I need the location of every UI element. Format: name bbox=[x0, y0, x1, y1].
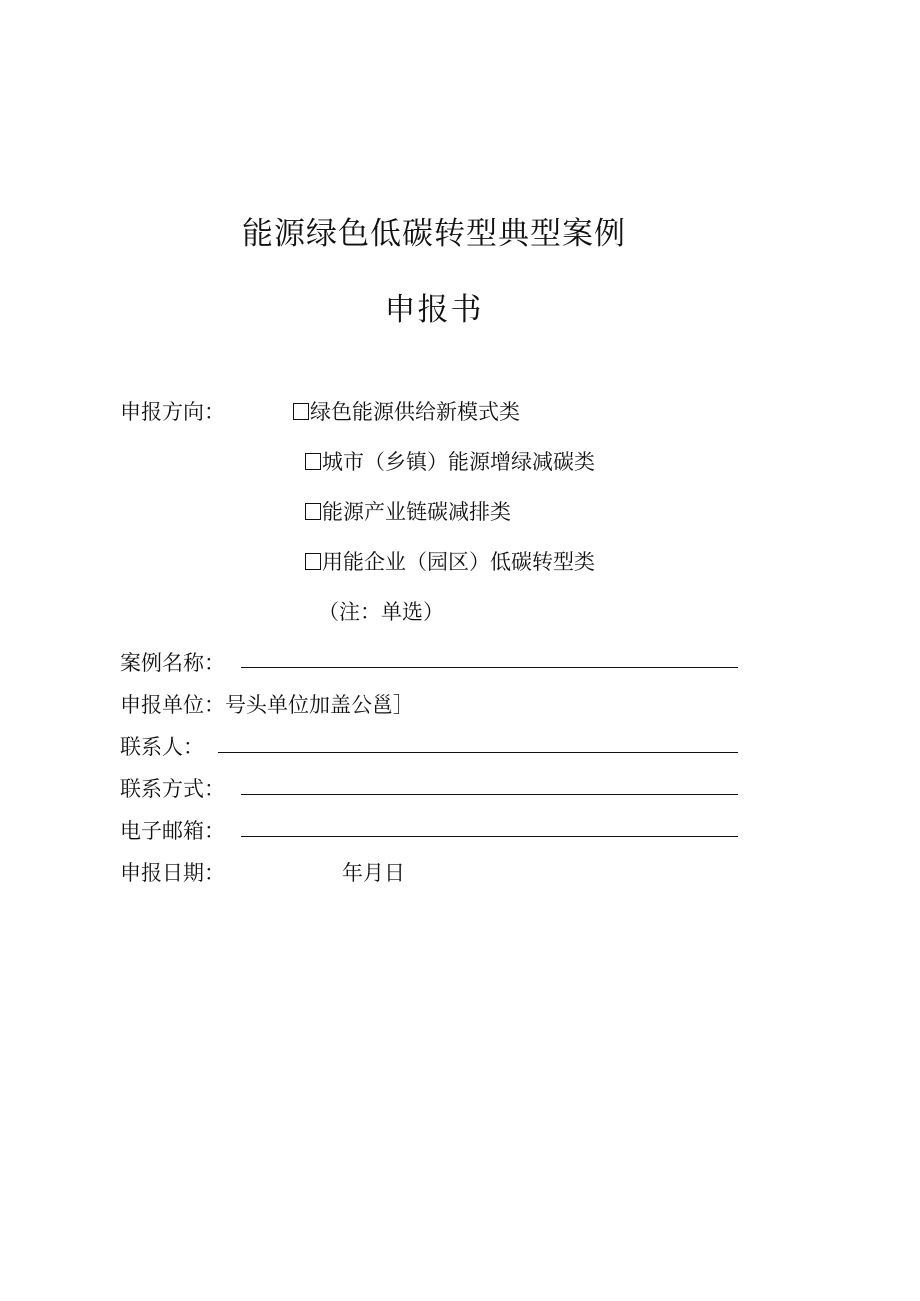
direction-label: 申报方向： bbox=[120, 400, 225, 424]
direction-option-enterprise-park[interactable] bbox=[305, 546, 595, 576]
direction-option-industry-chain[interactable] bbox=[305, 496, 511, 526]
checkbox-icon[interactable] bbox=[305, 453, 321, 470]
checkbox-icon[interactable] bbox=[305, 503, 321, 520]
applicant-unit-label: 申报单位： bbox=[120, 693, 225, 717]
contact-person-label: 联系人： bbox=[120, 735, 204, 759]
contact-person-input-line[interactable] bbox=[218, 752, 738, 753]
document-title: 能源绿色低碳转型典型案例 bbox=[242, 216, 626, 252]
checkbox-icon[interactable] bbox=[305, 553, 321, 570]
applicant-unit-row bbox=[120, 689, 414, 719]
direction-option-label: 绿色能源供给新模式类 bbox=[310, 400, 520, 424]
case-name-input-line[interactable] bbox=[241, 667, 738, 668]
direction-option-urban-energy[interactable] bbox=[305, 446, 595, 476]
application-date-label: 申报日期： bbox=[120, 861, 225, 885]
case-name-label: 案例名称： bbox=[120, 651, 225, 675]
email-label: 电子邮箱： bbox=[120, 819, 225, 843]
checkbox-icon[interactable] bbox=[293, 403, 309, 420]
direction-option-green-supply[interactable] bbox=[293, 396, 520, 426]
direction-option-label: 用能企业（园区）低碳转型类 bbox=[322, 550, 595, 574]
application-date-value[interactable]: 年月日 bbox=[342, 861, 405, 885]
contact-method-input-line[interactable] bbox=[241, 794, 738, 795]
single-choice-note: （注：单选） bbox=[318, 600, 444, 624]
applicant-unit-value: 号头单位加盖公邕］ bbox=[225, 693, 414, 717]
email-input-line[interactable] bbox=[241, 836, 738, 837]
direction-option-label: 能源产业链碳减排类 bbox=[322, 500, 511, 524]
contact-method-label: 联系方式： bbox=[120, 777, 225, 801]
document-subtitle: 申报书 bbox=[384, 292, 484, 328]
direction-option-label: 城市（乡镇）能源增绿减碳类 bbox=[322, 450, 595, 474]
